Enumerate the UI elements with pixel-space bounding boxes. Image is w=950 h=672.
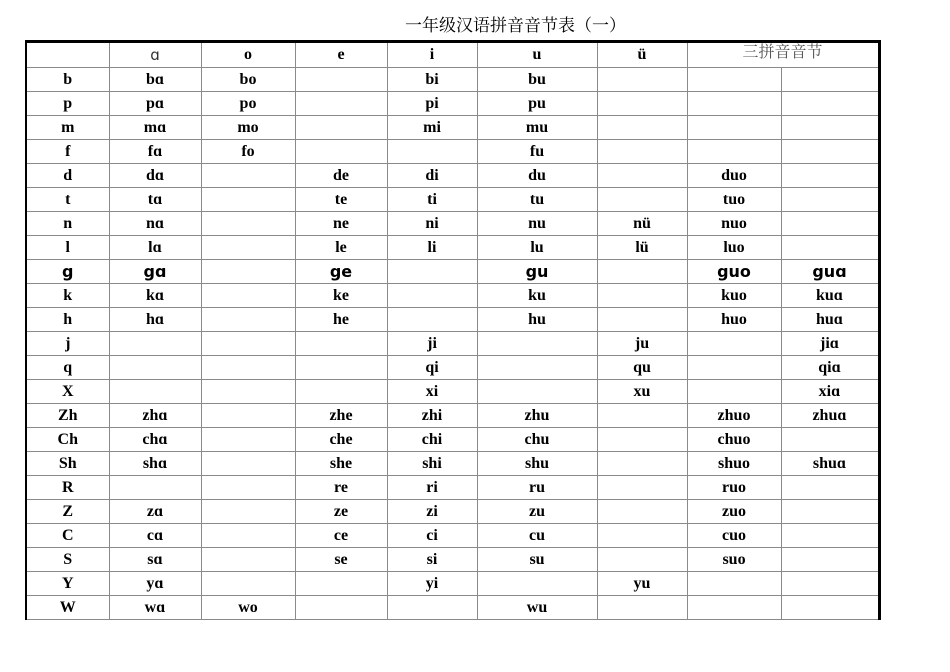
syllable-cell: jiɑ — [781, 332, 879, 356]
syllable-cell: ze — [295, 500, 387, 524]
header-row — [26, 42, 879, 68]
initial-cell: g — [26, 260, 109, 284]
syllable-cell — [781, 572, 879, 596]
table-row — [26, 476, 879, 500]
syllable-cell — [201, 572, 295, 596]
syllable-cell: mu — [477, 116, 597, 140]
syllable-cell — [109, 332, 201, 356]
syllable-cell — [201, 548, 295, 572]
syllable-cell — [201, 404, 295, 428]
syllable-cell: tɑ — [109, 188, 201, 212]
syllable-cell — [597, 284, 687, 308]
syllable-cell — [687, 596, 781, 620]
syllable-cell: chuo — [687, 428, 781, 452]
syllable-cell — [597, 596, 687, 620]
header-final-cell: ü — [597, 42, 687, 68]
syllable-cell: su — [477, 548, 597, 572]
syllable-cell: huɑ — [781, 308, 879, 332]
page-title: 一年级汉语拼音音节表（一） — [405, 16, 626, 36]
syllable-cell: di — [387, 164, 477, 188]
syllable-cell — [781, 92, 879, 116]
initial-cell: n — [26, 212, 109, 236]
syllable-cell — [687, 332, 781, 356]
initial-cell: p — [26, 92, 109, 116]
syllable-cell: zi — [387, 500, 477, 524]
syllable-cell — [295, 116, 387, 140]
table-row — [26, 236, 879, 260]
syllable-cell — [295, 68, 387, 92]
syllable-cell — [597, 92, 687, 116]
table-row — [26, 500, 879, 524]
initial-cell: b — [26, 68, 109, 92]
syllable-cell: hɑ — [109, 308, 201, 332]
syllable-cell — [597, 404, 687, 428]
syllable-cell — [781, 68, 879, 92]
syllable-cell: de — [295, 164, 387, 188]
syllable-cell: te — [295, 188, 387, 212]
table-row — [26, 68, 879, 92]
syllable-cell — [477, 380, 597, 404]
syllable-cell — [109, 380, 201, 404]
syllable-cell — [781, 596, 879, 620]
syllable-cell: kuɑ — [781, 284, 879, 308]
initial-cell: X — [26, 380, 109, 404]
table-row — [26, 212, 879, 236]
syllable-cell: ri — [387, 476, 477, 500]
initial-cell: k — [26, 284, 109, 308]
syllable-cell: zhi — [387, 404, 477, 428]
syllable-cell — [295, 380, 387, 404]
syllable-cell: re — [295, 476, 387, 500]
syllable-cell — [781, 548, 879, 572]
syllable-cell: du — [477, 164, 597, 188]
syllable-cell: wo — [201, 596, 295, 620]
syllable-cell — [387, 260, 477, 284]
syllable-cell — [201, 164, 295, 188]
syllable-cell: nu — [477, 212, 597, 236]
syllable-cell: li — [387, 236, 477, 260]
syllable-cell: nuo — [687, 212, 781, 236]
syllable-cell: chu — [477, 428, 597, 452]
table-row — [26, 356, 879, 380]
syllable-cell: ne — [295, 212, 387, 236]
syllable-cell — [477, 356, 597, 380]
syllable-cell — [201, 380, 295, 404]
syllable-cell — [781, 236, 879, 260]
syllable-cell — [201, 332, 295, 356]
syllable-cell — [597, 428, 687, 452]
syllable-cell — [687, 92, 781, 116]
syllable-cell: chi — [387, 428, 477, 452]
syllable-cell: ji — [387, 332, 477, 356]
syllable-cell: fo — [201, 140, 295, 164]
initial-cell: h — [26, 308, 109, 332]
table-row — [26, 596, 879, 620]
syllable-cell: fu — [477, 140, 597, 164]
syllable-cell: le — [295, 236, 387, 260]
syllable-cell: pu — [477, 92, 597, 116]
syllable-cell — [781, 500, 879, 524]
syllable-cell — [597, 452, 687, 476]
syllable-cell — [201, 308, 295, 332]
syllable-cell: ruo — [687, 476, 781, 500]
syllable-cell — [597, 500, 687, 524]
initial-cell: S — [26, 548, 109, 572]
syllable-cell — [597, 68, 687, 92]
table-row — [26, 404, 879, 428]
syllable-cell: gɑ — [109, 260, 201, 284]
syllable-cell: mo — [201, 116, 295, 140]
syllable-cell — [109, 476, 201, 500]
syllable-cell — [201, 452, 295, 476]
syllable-cell — [201, 428, 295, 452]
header-final-cell: e — [295, 42, 387, 68]
syllable-cell — [597, 116, 687, 140]
table-row — [26, 428, 879, 452]
syllable-cell — [295, 596, 387, 620]
syllable-cell: duo — [687, 164, 781, 188]
syllable-cell: nü — [597, 212, 687, 236]
syllable-cell: se — [295, 548, 387, 572]
syllable-cell: ke — [295, 284, 387, 308]
syllable-cell: hu — [477, 308, 597, 332]
syllable-cell — [781, 164, 879, 188]
syllable-table-body — [26, 42, 879, 620]
syllable-cell — [201, 212, 295, 236]
syllable-cell: mɑ — [109, 116, 201, 140]
syllable-cell: yu — [597, 572, 687, 596]
initial-cell: f — [26, 140, 109, 164]
table-row — [26, 188, 879, 212]
syllable-cell — [387, 596, 477, 620]
syllable-cell — [201, 356, 295, 380]
syllable-cell: bi — [387, 68, 477, 92]
syllable-cell — [201, 188, 295, 212]
syllable-cell: kuo — [687, 284, 781, 308]
header-three-syllable: 三拼音音节 — [687, 42, 879, 68]
syllable-cell — [295, 140, 387, 164]
syllable-cell — [597, 260, 687, 284]
syllable-cell — [781, 524, 879, 548]
syllable-cell — [687, 380, 781, 404]
syllable-cell: he — [295, 308, 387, 332]
syllable-cell: luo — [687, 236, 781, 260]
syllable-cell — [477, 572, 597, 596]
header-corner-cell — [26, 42, 109, 68]
syllable-cell: huo — [687, 308, 781, 332]
table-row — [26, 92, 879, 116]
initial-cell: j — [26, 332, 109, 356]
syllable-cell — [201, 284, 295, 308]
syllable-cell: bu — [477, 68, 597, 92]
table-row — [26, 452, 879, 476]
initial-cell: Z — [26, 500, 109, 524]
syllable-cell — [295, 356, 387, 380]
table-row — [26, 572, 879, 596]
syllable-cell: yi — [387, 572, 477, 596]
initial-cell: l — [26, 236, 109, 260]
syllable-cell: zɑ — [109, 500, 201, 524]
syllable-cell — [781, 140, 879, 164]
syllable-cell: zuo — [687, 500, 781, 524]
syllable-cell — [597, 140, 687, 164]
header-final-cell: o — [201, 42, 295, 68]
syllable-cell: shi — [387, 452, 477, 476]
syllable-cell: tu — [477, 188, 597, 212]
syllable-cell: pɑ — [109, 92, 201, 116]
syllable-cell: shu — [477, 452, 597, 476]
syllable-cell — [201, 236, 295, 260]
syllable-cell — [781, 116, 879, 140]
syllable-cell — [387, 284, 477, 308]
syllable-cell: yɑ — [109, 572, 201, 596]
syllable-cell — [687, 116, 781, 140]
syllable-cell: fɑ — [109, 140, 201, 164]
syllable-table — [25, 40, 881, 620]
syllable-cell: sɑ — [109, 548, 201, 572]
syllable-cell — [597, 476, 687, 500]
syllable-cell: bo — [201, 68, 295, 92]
syllable-cell: suo — [687, 548, 781, 572]
syllable-cell: che — [295, 428, 387, 452]
syllable-cell — [295, 92, 387, 116]
syllable-cell: she — [295, 452, 387, 476]
initial-cell: C — [26, 524, 109, 548]
syllable-cell — [687, 356, 781, 380]
table-row — [26, 332, 879, 356]
syllable-cell — [781, 476, 879, 500]
syllable-cell: mi — [387, 116, 477, 140]
initial-cell: Zh — [26, 404, 109, 428]
syllable-cell: xu — [597, 380, 687, 404]
table-row — [26, 548, 879, 572]
syllable-cell: qi — [387, 356, 477, 380]
table-row — [26, 260, 879, 284]
initial-cell: d — [26, 164, 109, 188]
syllable-cell: cu — [477, 524, 597, 548]
table-row — [26, 380, 879, 404]
syllable-cell — [597, 188, 687, 212]
initial-cell: Sh — [26, 452, 109, 476]
syllable-cell: zhu — [477, 404, 597, 428]
syllable-cell: chɑ — [109, 428, 201, 452]
syllable-cell: lɑ — [109, 236, 201, 260]
initial-cell: Y — [26, 572, 109, 596]
syllable-cell: nɑ — [109, 212, 201, 236]
syllable-cell: bɑ — [109, 68, 201, 92]
table-row — [26, 116, 879, 140]
syllable-cell — [295, 572, 387, 596]
initial-cell: t — [26, 188, 109, 212]
syllable-cell: ce — [295, 524, 387, 548]
syllable-cell: ku — [477, 284, 597, 308]
syllable-cell: xi — [387, 380, 477, 404]
initial-cell: R — [26, 476, 109, 500]
syllable-cell — [477, 332, 597, 356]
syllable-cell — [201, 524, 295, 548]
syllable-cell — [597, 308, 687, 332]
syllable-cell: ge — [295, 260, 387, 284]
syllable-cell: cɑ — [109, 524, 201, 548]
syllable-cell — [687, 68, 781, 92]
syllable-cell — [781, 212, 879, 236]
table-row — [26, 284, 879, 308]
syllable-cell: xiɑ — [781, 380, 879, 404]
initial-cell: W — [26, 596, 109, 620]
syllable-cell — [781, 188, 879, 212]
syllable-cell: po — [201, 92, 295, 116]
syllable-cell: shɑ — [109, 452, 201, 476]
table-row — [26, 164, 879, 188]
header-final-cell: ɑ — [109, 42, 201, 68]
initial-cell: m — [26, 116, 109, 140]
syllable-cell: ju — [597, 332, 687, 356]
syllable-cell: zhuɑ — [781, 404, 879, 428]
syllable-cell: guɑ — [781, 260, 879, 284]
syllable-cell: ru — [477, 476, 597, 500]
syllable-cell: cuo — [687, 524, 781, 548]
syllable-cell — [109, 356, 201, 380]
syllable-cell: wɑ — [109, 596, 201, 620]
syllable-cell: wu — [477, 596, 597, 620]
syllable-cell: dɑ — [109, 164, 201, 188]
syllable-cell: shuɑ — [781, 452, 879, 476]
syllable-cell: ci — [387, 524, 477, 548]
syllable-cell — [597, 164, 687, 188]
syllable-cell — [295, 332, 387, 356]
syllable-cell — [687, 140, 781, 164]
syllable-cell: lu — [477, 236, 597, 260]
syllable-cell: tuo — [687, 188, 781, 212]
syllable-cell: guo — [687, 260, 781, 284]
syllable-cell: gu — [477, 260, 597, 284]
syllable-cell: qiɑ — [781, 356, 879, 380]
initial-cell: Ch — [26, 428, 109, 452]
table-row — [26, 308, 879, 332]
syllable-cell — [387, 308, 477, 332]
syllable-cell: lü — [597, 236, 687, 260]
syllable-cell: pi — [387, 92, 477, 116]
syllable-cell: ni — [387, 212, 477, 236]
syllable-cell: qu — [597, 356, 687, 380]
table-row — [26, 140, 879, 164]
syllable-cell: ti — [387, 188, 477, 212]
table-row — [26, 524, 879, 548]
syllable-cell: zhɑ — [109, 404, 201, 428]
syllable-cell: zhuo — [687, 404, 781, 428]
syllable-cell — [597, 548, 687, 572]
header-final-cell: i — [387, 42, 477, 68]
syllable-cell — [201, 476, 295, 500]
syllable-cell: kɑ — [109, 284, 201, 308]
syllable-cell — [387, 140, 477, 164]
syllable-cell — [201, 260, 295, 284]
initial-cell: q — [26, 356, 109, 380]
syllable-cell: si — [387, 548, 477, 572]
syllable-cell — [687, 572, 781, 596]
syllable-cell: shuo — [687, 452, 781, 476]
syllable-cell: zu — [477, 500, 597, 524]
header-final-cell: u — [477, 42, 597, 68]
syllable-cell — [781, 428, 879, 452]
syllable-cell — [597, 524, 687, 548]
syllable-cell: zhe — [295, 404, 387, 428]
syllable-cell — [201, 500, 295, 524]
